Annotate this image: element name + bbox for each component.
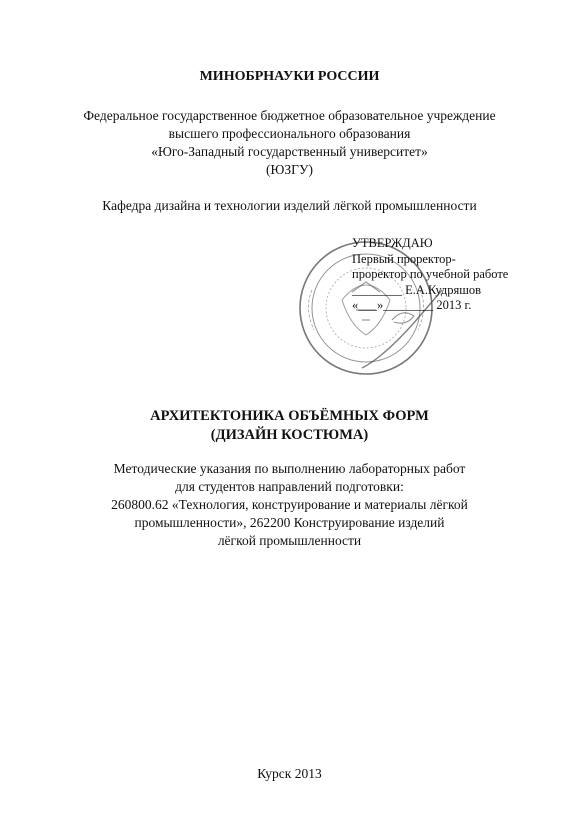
approval-heading: УТВЕРЖДАЮ xyxy=(352,236,433,250)
department-name: Кафедра дизайна и технологии изделий лёгкой промышленности xyxy=(102,198,477,213)
description-line-3: 260800.62 «Технология, конструирование и материалы лёгкой xyxy=(111,497,468,512)
org-line-3: «Юго-Западный государственный университет» xyxy=(151,144,428,159)
city-year: Курск 2013 xyxy=(257,766,322,781)
approval-block xyxy=(352,236,508,314)
description-line-5: лёгкой промышленности xyxy=(217,533,362,548)
approval-signature-line: ________ Е.А.Кудряшов xyxy=(352,282,482,297)
document-title-line-1: АРХИТЕКТОНИКА ОБЪЁМНЫХ ФОРМ xyxy=(150,408,429,424)
description-line-4: промышленности», 262200 Конструирование изделий xyxy=(134,515,445,530)
org-line-2: высшего профессионального образования xyxy=(168,126,411,141)
approval-position-2: проректор по учебной работе xyxy=(352,267,509,281)
org-line-4: (ЮЗГУ) xyxy=(266,162,313,177)
description-line-1: Методические указания по выполнению лабораторных работ xyxy=(113,461,466,476)
approval-date-line: «___»________ 2013 г. xyxy=(352,298,472,312)
ministry-heading: МИНОБРНАУКИ РОССИИ xyxy=(199,69,380,84)
approval-position-1: Первый проректор- xyxy=(352,251,456,266)
document-title-line-2: (ДИЗАЙН КОСТЮМА) xyxy=(210,427,369,443)
org-line-1: Федеральное государственное бюджетное образовательное учреждение xyxy=(83,108,496,123)
description-line-2: для студентов направлений подготовки: xyxy=(175,479,404,494)
